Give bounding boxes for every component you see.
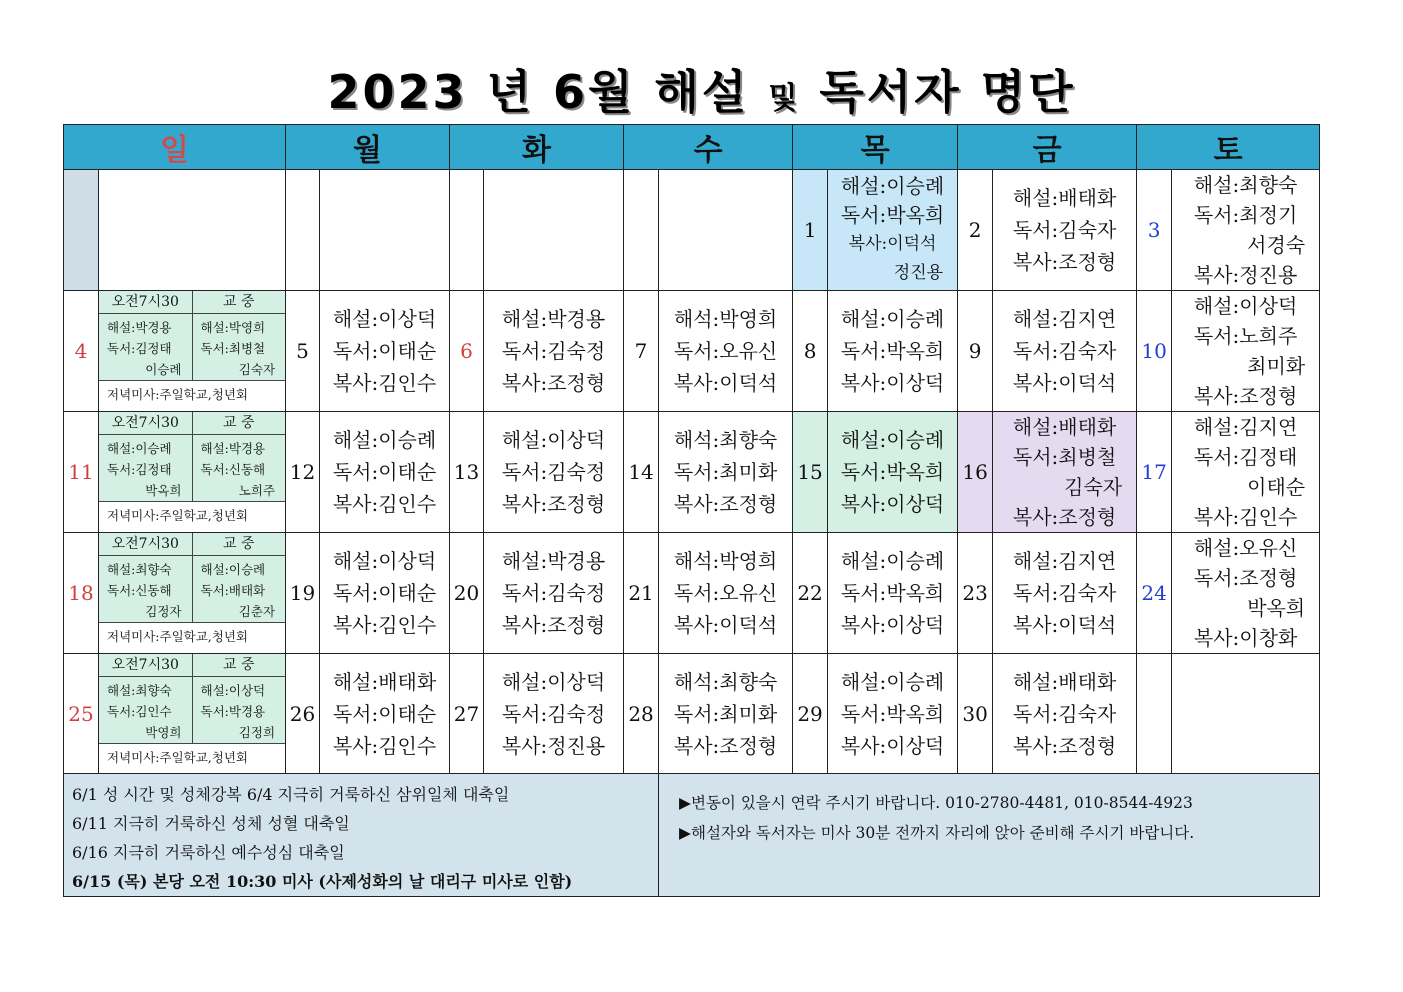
day-number: 8 bbox=[793, 291, 828, 412]
assignment-text: 해석:최향숙 bbox=[673, 669, 778, 694]
empty-cell bbox=[1137, 654, 1172, 774]
assignment-text: 독서:오유신 bbox=[673, 339, 778, 363]
assignment-text: 복사:조정형 bbox=[501, 492, 606, 516]
assignment-text: 정진용 bbox=[893, 263, 944, 283]
note-line: 6/11 지극히 거룩하신 성체 성혈 대축일 bbox=[72, 814, 350, 833]
footer-notes-right bbox=[659, 774, 1320, 897]
header-mon: 월 bbox=[286, 125, 450, 170]
note-line: 6/1 성 시간 및 성체강복 6/4 지극히 거룩하신 삼위일체 대축일 bbox=[72, 785, 510, 804]
assignment-text: 복사:이상덕 bbox=[840, 371, 945, 395]
day-number: 7 bbox=[624, 291, 659, 412]
day-cell bbox=[320, 412, 450, 533]
day-number: 2 bbox=[958, 170, 993, 291]
assignment-text: 이태순 bbox=[1247, 475, 1306, 499]
mass-label: 교 중 bbox=[193, 654, 286, 676]
day-number: 27 bbox=[450, 654, 484, 774]
assignment-text: 해설:최향숙 bbox=[107, 683, 172, 698]
assignment-text: 복사:조정형 bbox=[1012, 250, 1117, 274]
mass-label: 교 중 bbox=[193, 291, 286, 313]
assignment-text: 해설:오유신 bbox=[1193, 536, 1298, 560]
day-cell bbox=[659, 291, 793, 412]
header-tue: 화 bbox=[450, 125, 624, 170]
assignment-text: 독서:김숙자 bbox=[1012, 218, 1117, 242]
empty-cell bbox=[286, 170, 320, 291]
assignment-text: 해설:배태화 bbox=[1012, 186, 1117, 210]
assignment-text: 복사:이상덕 bbox=[840, 613, 945, 637]
assignment-text: 해설:박경용 bbox=[107, 320, 172, 335]
sunday-cell bbox=[99, 291, 286, 412]
note-line: 6/16 지극히 거룩하신 예수성심 대축일 bbox=[72, 843, 345, 862]
assignment-text: 해설:김지연 bbox=[1012, 307, 1117, 331]
assignment-text: 박옥희 bbox=[1247, 596, 1306, 620]
assignment-text: 복사:김인수 bbox=[332, 613, 437, 637]
day-number: 11 bbox=[64, 412, 99, 533]
sunday-cell bbox=[99, 533, 286, 654]
assignment-text: 복사:조정형 bbox=[501, 613, 606, 637]
day-number: 3 bbox=[1137, 170, 1172, 291]
day-cell bbox=[320, 533, 450, 654]
assignment-text: 독서:이태순 bbox=[332, 581, 437, 605]
assignment-text: 독서:김숙정 bbox=[501, 339, 606, 363]
assignment-text: 독서:이태순 bbox=[332, 701, 437, 726]
day-cell bbox=[828, 291, 958, 412]
day-number: 9 bbox=[958, 291, 993, 412]
assignment-text: 복사:이창화 bbox=[1193, 626, 1298, 650]
assignment-text: 복사:김인수 bbox=[332, 492, 437, 516]
empty-cell bbox=[450, 170, 484, 291]
assignment-text: 독서:최정기 bbox=[1193, 203, 1298, 227]
assignment-text: 서경숙 bbox=[1247, 233, 1306, 257]
assignment-text: 해설:박경용 bbox=[200, 441, 266, 456]
assignment-text: 복사:이덕석 bbox=[1012, 613, 1117, 637]
note-line: 6/15 (목) 본당 오전 10:30 미사 (사제성화의 날 대리구 미사로 인함) bbox=[72, 872, 573, 891]
day-number: 20 bbox=[450, 533, 484, 654]
header-wed: 수 bbox=[624, 125, 793, 170]
day-cell bbox=[1172, 412, 1320, 533]
assignment-text: 복사:조정형 bbox=[1193, 384, 1298, 408]
assignment-text: 독서:조정형 bbox=[1193, 566, 1298, 590]
assignment-text: 해설:이상덕 bbox=[1193, 294, 1298, 318]
day-cell bbox=[1172, 170, 1320, 291]
evening-mass: 저녁미사:주일학교,청년회 bbox=[99, 502, 285, 530]
assignment-text: 독서:김정태 bbox=[1193, 445, 1298, 469]
assignment-text: 복사:김인수 bbox=[332, 733, 437, 758]
sunday-cell bbox=[99, 412, 286, 533]
assignment-text: 독서:김정태 bbox=[107, 462, 172, 477]
assignment-text: 독서:박경용 bbox=[200, 704, 266, 719]
assignment-text: 독서:이태순 bbox=[332, 460, 437, 484]
assignment-text: 독서:박옥희 bbox=[840, 203, 945, 227]
day-number: 25 bbox=[64, 654, 99, 774]
title-part1: 2023 년 6월 해설 bbox=[327, 65, 750, 119]
header-sun: 일 bbox=[64, 125, 286, 170]
assignment-text: 복사:조정형 bbox=[1012, 505, 1117, 529]
assignment-text: 복사:김인수 bbox=[1193, 505, 1298, 529]
assignment-text: 독서:신동해 bbox=[107, 583, 172, 598]
day-number: 14 bbox=[624, 412, 659, 533]
assignment-text: 해설:이승례 bbox=[107, 441, 172, 456]
assignment-text: 해설:이승례 bbox=[840, 174, 945, 198]
day-cell bbox=[484, 533, 624, 654]
assignment-text: 복사:이상덕 bbox=[840, 733, 945, 758]
assignment-text: 해설:박경용 bbox=[501, 307, 606, 331]
header-fri: 금 bbox=[958, 125, 1137, 170]
assignment-text: 독서:박옥희 bbox=[840, 581, 945, 605]
assignment-text: 복사:조정형 bbox=[1012, 733, 1117, 758]
header-sat: 토 bbox=[1137, 125, 1320, 170]
assignment-text: 해석:박영희 bbox=[673, 307, 778, 331]
day-number: 19 bbox=[286, 533, 320, 654]
day-cell bbox=[484, 412, 624, 533]
day-number: 30 bbox=[958, 654, 993, 774]
day-number: 26 bbox=[286, 654, 320, 774]
note-line: ▶해설자와 독서자는 미사 30분 전까지 자리에 앉아 준비해 주시기 바랍니다. bbox=[679, 824, 1195, 842]
assignment-text: 해설:이승례 bbox=[200, 562, 266, 577]
assignment-text: 해설:박경용 bbox=[501, 549, 606, 573]
day-cell bbox=[993, 654, 1137, 774]
assignment-text: 독서:김인수 bbox=[107, 704, 172, 719]
assignment-text: 해설:박영희 bbox=[200, 320, 266, 335]
assignment-text: 해석:최향숙 bbox=[673, 428, 778, 452]
assignment-text: 복사:이덕석 bbox=[673, 371, 778, 395]
assignment-text: 해설:이승례 bbox=[332, 428, 437, 452]
assignment-text: 복사:이덕석 bbox=[848, 234, 937, 254]
day-number: 5 bbox=[286, 291, 320, 412]
assignment-text: 이승례 bbox=[145, 362, 182, 377]
assignment-text: 해설:배태화 bbox=[1012, 669, 1117, 694]
assignment-text: 해설:최향숙 bbox=[1193, 173, 1298, 197]
assignment-text: 독서:신동해 bbox=[200, 462, 266, 477]
day-number: 21 bbox=[624, 533, 659, 654]
assignment-text: 복사:이덕석 bbox=[1012, 371, 1117, 395]
day-cell bbox=[993, 533, 1137, 654]
day-number: 29 bbox=[793, 654, 828, 774]
assignment-text: 해설:이승례 bbox=[840, 307, 945, 331]
assignment-text: 해설:이상덕 bbox=[332, 307, 437, 331]
day-number: 4 bbox=[64, 291, 99, 412]
assignment-text: 해설:배태화 bbox=[1012, 415, 1117, 439]
empty-cell bbox=[320, 170, 450, 291]
assignment-text: 독서:최미화 bbox=[673, 701, 778, 726]
assignment-text: 복사:조정형 bbox=[673, 733, 778, 758]
day-cell bbox=[320, 654, 450, 774]
assignment-text: 김춘자 bbox=[238, 604, 276, 619]
day-cell bbox=[828, 170, 958, 291]
assignment-text: 독서:김숙자 bbox=[1012, 339, 1117, 363]
day-cell bbox=[659, 533, 793, 654]
day-number: 13 bbox=[450, 412, 484, 533]
assignment-text: 독서:최병철 bbox=[200, 341, 266, 356]
footer-notes-left bbox=[64, 774, 659, 897]
day-cell bbox=[484, 291, 624, 412]
assignment-text: 복사:정진용 bbox=[1193, 263, 1298, 287]
assignment-text: 해설:최향숙 bbox=[107, 562, 172, 577]
day-cell bbox=[1172, 291, 1320, 412]
assignment-text: 독서:최병철 bbox=[1012, 445, 1117, 469]
assignment-text: 독서:김숙정 bbox=[501, 460, 606, 484]
empty-cell bbox=[64, 170, 99, 291]
day-number: 17 bbox=[1137, 412, 1172, 533]
header-thu: 목 bbox=[793, 125, 958, 170]
day-number: 10 bbox=[1137, 291, 1172, 412]
mass-time: 오전7시30 bbox=[99, 533, 193, 555]
assignment-text: 해설:김지연 bbox=[1012, 549, 1117, 573]
assignment-text: 해설:이상덕 bbox=[332, 549, 437, 573]
assignment-text: 독서:김숙자 bbox=[1012, 581, 1117, 605]
sunday-cell bbox=[99, 654, 286, 774]
mass-time: 오전7시30 bbox=[99, 412, 193, 434]
assignment-text: 복사:조정형 bbox=[673, 492, 778, 516]
assignment-text: 박옥희 bbox=[145, 483, 182, 498]
day-cell bbox=[320, 291, 450, 412]
day-cell bbox=[484, 654, 624, 774]
assignment-text: 독서:노희주 bbox=[1193, 324, 1298, 348]
day-number: 28 bbox=[624, 654, 659, 774]
day-cell bbox=[828, 654, 958, 774]
title-small: 및 bbox=[768, 81, 801, 116]
schedule-table bbox=[63, 124, 1320, 897]
day-cell bbox=[659, 654, 793, 774]
day-number: 18 bbox=[64, 533, 99, 654]
assignment-text: 김정희 bbox=[238, 725, 276, 740]
mass-label: 교 중 bbox=[193, 533, 286, 555]
evening-mass: 저녁미사:주일학교,청년회 bbox=[99, 744, 285, 772]
assignment-text: 독서:김숙자 bbox=[1012, 701, 1117, 726]
assignment-text: 박영희 bbox=[145, 725, 182, 740]
empty-cell bbox=[99, 170, 286, 291]
assignment-text: 해설:이승례 bbox=[840, 669, 945, 694]
assignment-text: 노희주 bbox=[238, 483, 276, 498]
empty-cell bbox=[659, 170, 793, 291]
assignment-text: 독서:이태순 bbox=[332, 339, 437, 363]
assignment-text: 최미화 bbox=[1247, 354, 1306, 378]
title-part2: 독서자 명단 bbox=[819, 65, 1076, 119]
day-number: 12 bbox=[286, 412, 320, 533]
day-cell bbox=[993, 291, 1137, 412]
assignment-text: 독서:박옥희 bbox=[840, 460, 945, 484]
assignment-text: 해석:박영희 bbox=[673, 549, 778, 573]
day-number: 6 bbox=[450, 291, 484, 412]
empty-cell bbox=[484, 170, 624, 291]
mass-label: 교 중 bbox=[193, 412, 286, 434]
assignment-text: 복사:김인수 bbox=[332, 371, 437, 395]
day-cell bbox=[993, 170, 1137, 291]
day-cell bbox=[828, 412, 958, 533]
assignment-text: 복사:이상덕 bbox=[840, 492, 945, 516]
day-number: 24 bbox=[1137, 533, 1172, 654]
assignment-text: 복사:이덕석 bbox=[673, 613, 778, 637]
day-cell bbox=[993, 412, 1137, 533]
empty-cell bbox=[624, 170, 659, 291]
day-cell bbox=[1172, 533, 1320, 654]
assignment-text: 김숙자 bbox=[238, 362, 276, 377]
day-number: 15 bbox=[793, 412, 828, 533]
assignment-text: 해설:이승례 bbox=[840, 428, 945, 452]
evening-mass: 저녁미사:주일학교,청년회 bbox=[99, 623, 285, 651]
day-cell bbox=[828, 533, 958, 654]
page-title bbox=[0, 56, 1403, 122]
assignment-text: 독서:김정태 bbox=[107, 341, 172, 356]
assignment-text: 복사:조정형 bbox=[501, 371, 606, 395]
assignment-text: 독서:김숙정 bbox=[501, 701, 606, 726]
mass-time: 오전7시30 bbox=[99, 654, 193, 676]
assignment-text: 독서:오유신 bbox=[673, 581, 778, 605]
assignment-text: 독서:김숙정 bbox=[501, 581, 606, 605]
assignment-text: 해설:배태화 bbox=[332, 669, 437, 694]
note-line: ▶변동이 있을시 연락 주시기 바랍니다. 010-2780-4481, 010-8544-4923 bbox=[679, 794, 1193, 812]
assignment-text: 해설:이상덕 bbox=[501, 669, 606, 694]
evening-mass: 저녁미사:주일학교,청년회 bbox=[99, 381, 285, 409]
empty-cell bbox=[1172, 654, 1320, 774]
day-number: 22 bbox=[793, 533, 828, 654]
mass-time: 오전7시30 bbox=[99, 291, 193, 313]
day-number: 16 bbox=[958, 412, 993, 533]
assignment-text: 해설:이상덕 bbox=[501, 428, 606, 452]
assignment-text: 복사:정진용 bbox=[501, 733, 606, 758]
assignment-text: 김숙자 bbox=[1064, 475, 1123, 499]
assignment-text: 독서:배태화 bbox=[200, 583, 266, 598]
assignment-text: 독서:박옥희 bbox=[840, 339, 945, 363]
assignment-text: 해설:이승례 bbox=[840, 549, 945, 573]
assignment-text: 김정자 bbox=[145, 604, 182, 619]
assignment-text: 독서:박옥희 bbox=[840, 701, 945, 726]
assignment-text: 해설:김지연 bbox=[1193, 415, 1298, 439]
assignment-text: 독서:최미화 bbox=[673, 460, 778, 484]
day-cell bbox=[659, 412, 793, 533]
day-number: 1 bbox=[793, 170, 828, 291]
assignment-text: 해설:이상덕 bbox=[200, 683, 266, 698]
day-number: 23 bbox=[958, 533, 993, 654]
